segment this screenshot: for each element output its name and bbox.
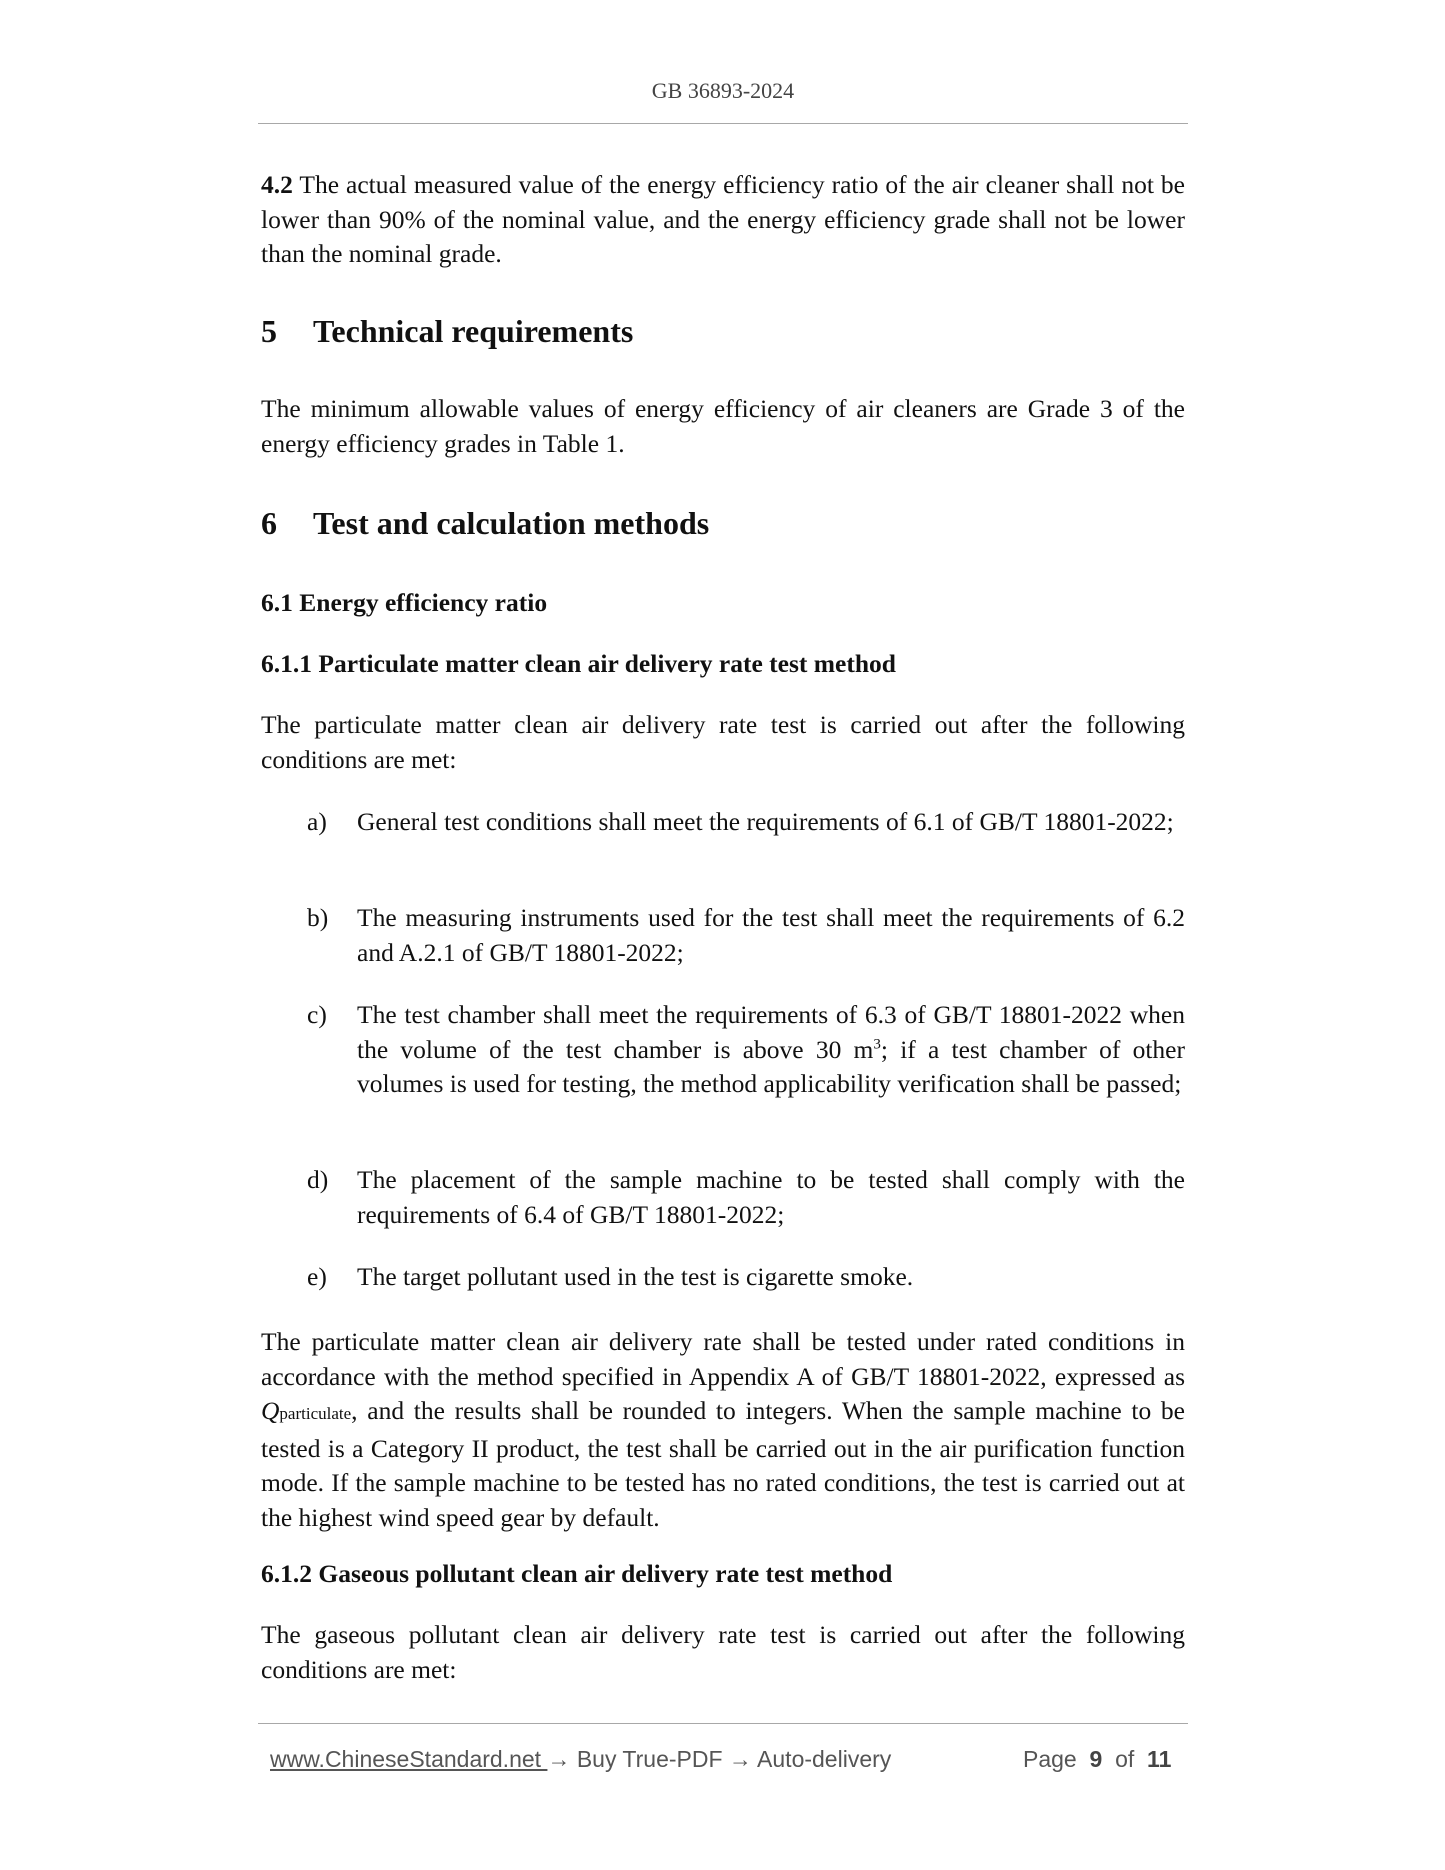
clause-4-2-text: The actual measured value of the energy efficiency ratio of the air cleaner shall not be lower than 90% of the nominal value, and the energy efficiency grade shall not be lower than the nominal grade. [261, 170, 1185, 269]
footer-promo-text: → Buy True-PDF → Auto-delivery [547, 1746, 892, 1772]
list-item-text: The placement of the sample machine to be tested shall comply with the requirements of 6.4 of GB/T 18801-2022; [357, 1165, 1185, 1229]
list-item-b [307, 901, 1185, 970]
closing-text-part: The particulate matter clean air delivery rate shall be tested under rated conditions in accordance with the method specified in Appendix A of GB/T 18801-2022, expressed as [261, 1327, 1185, 1391]
section-5-number: 5 [261, 313, 277, 349]
list-item-a [307, 805, 1185, 840]
section-6-1-1-closing [261, 1325, 1185, 1536]
section-6-1-heading: 6.1 Energy efficiency ratio [261, 588, 548, 617]
section-6-number: 6 [261, 505, 277, 541]
list-item-text: The measuring instruments used for the test shall meet the requirements of 6.2 and A.2.1 of GB/T 18801-2022; [357, 903, 1185, 967]
section-5-title: Technical requirements [313, 313, 634, 349]
document-code-header: GB 36893-2024 [651, 78, 795, 103]
page-label: Page [1023, 1746, 1077, 1772]
list-marker: e) [307, 1262, 327, 1291]
page-number [1023, 1746, 1171, 1773]
list-item-c [307, 998, 1185, 1102]
list-marker: b) [307, 903, 329, 932]
clause-4-2-label: 4.2 [261, 170, 293, 199]
list-item-text: The target pollutant used in the test is cigarette smoke. [357, 1262, 914, 1291]
page-current: 9 [1089, 1746, 1103, 1772]
superscript-exponent: 3 [873, 1036, 881, 1053]
section-6-1-1-heading: 6.1.1 Particulate matter clean air delivery rate test method [261, 649, 896, 678]
footer-promo [270, 1746, 891, 1773]
website-link[interactable]: www.ChineseStandard.net [270, 1746, 548, 1772]
section-6-1-2-intro: The gaseous pollutant clean air delivery rate test is carried out after the following conditions are met: [261, 1620, 1185, 1684]
list-item-text-part: The test chamber shall meet the requirements of 6.3 of GB/T 18801-2022 when the volume of the test chamber is above 30 m [357, 1000, 1185, 1064]
list-item-text: General test conditions shall meet the requirements of 6.1 of GB/T 18801-2022; [357, 807, 1174, 836]
list-marker: d) [307, 1165, 329, 1194]
list-marker: a) [307, 807, 327, 836]
list-marker: c) [307, 1000, 327, 1029]
variable-subscript: particulate [279, 1404, 352, 1424]
clause-4-2 [261, 168, 1185, 272]
list-item-text-part: ; if a test chamber of other volumes is used for testing, the method applicability verification shall be passed; [357, 1034, 1185, 1099]
list-item-text [357, 998, 1185, 1102]
variable-q: Q [261, 1396, 280, 1426]
section-5-heading [261, 313, 633, 350]
section-6-1-2-heading: 6.1.2 Gaseous pollutant clean air delivery rate test method [261, 1559, 893, 1588]
section-6-title: Test and calculation methods [313, 505, 710, 541]
closing-text-part: , and the results shall be rounded to integers. When the sample machine to be tested is a Category II product, the test shall be carried out in the air purification function mode. If the sample machine to be tested has no rated conditions, the test is carried out at the highest wind speed gear by default. [261, 1396, 1185, 1532]
section-5-body: The minimum allowable values of energy efficiency of air cleaners are Grade 3 of the energy efficiency grades in Table 1. [261, 394, 1185, 458]
page-total: 11 [1147, 1746, 1172, 1772]
footer-rule [258, 1723, 1188, 1724]
list-item-d [307, 1163, 1185, 1232]
page-of: of [1115, 1746, 1135, 1772]
section-6-1-1-intro: The particulate matter clean air delivery rate test is carried out after the following conditions are met: [261, 710, 1185, 774]
list-item-e [307, 1260, 1185, 1295]
header-rule [258, 123, 1188, 124]
section-6-heading [261, 505, 709, 542]
